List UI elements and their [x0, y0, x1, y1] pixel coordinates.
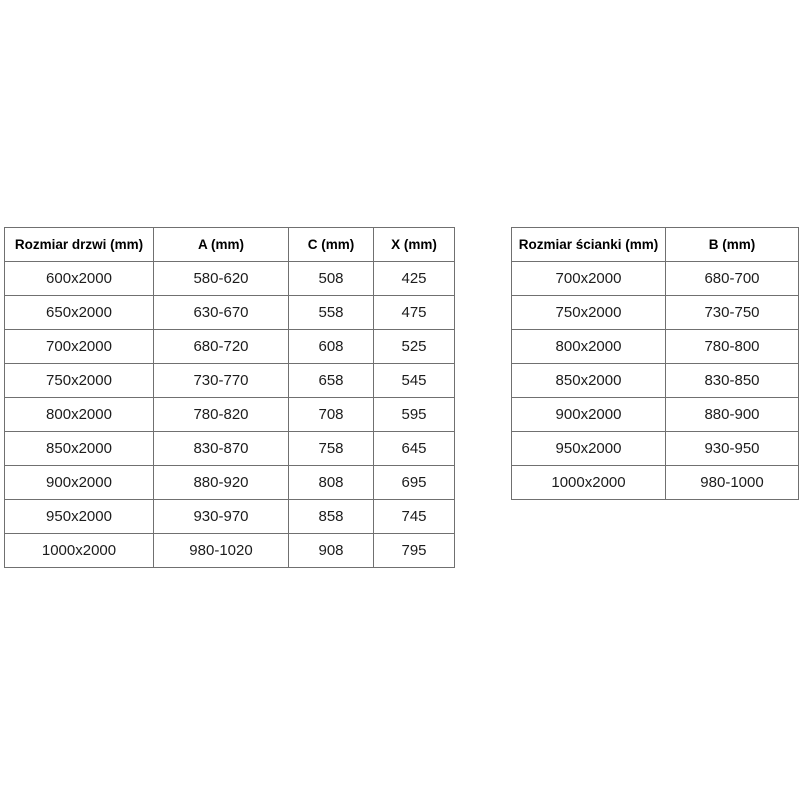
table-cell: 850x2000 [512, 364, 666, 398]
table-cell: 595 [374, 398, 455, 432]
table-row [5, 398, 455, 432]
table-cell: 545 [374, 364, 455, 398]
table-cell: 930-950 [666, 432, 799, 466]
table-cell: 680-720 [154, 330, 289, 364]
table-cell: 695 [374, 466, 455, 500]
column-header: C (mm) [289, 228, 374, 262]
table-cell: 700x2000 [5, 330, 154, 364]
table-cell: 780-820 [154, 398, 289, 432]
table-row [512, 432, 799, 466]
table-cell: 745 [374, 500, 455, 534]
table-cell: 425 [374, 262, 455, 296]
table-row [5, 500, 455, 534]
table-cell: 650x2000 [5, 296, 154, 330]
door-sizes-table [4, 227, 455, 568]
table-cell: 525 [374, 330, 455, 364]
wall-sizes-table [511, 227, 799, 500]
table-row [5, 534, 455, 568]
table-row [5, 262, 455, 296]
table-cell: 795 [374, 534, 455, 568]
table-cell: 600x2000 [5, 262, 154, 296]
table-row [512, 330, 799, 364]
table-row [512, 296, 799, 330]
table-cell: 558 [289, 296, 374, 330]
table-cell: 580-620 [154, 262, 289, 296]
table-cell: 708 [289, 398, 374, 432]
table-cell: 700x2000 [512, 262, 666, 296]
table-cell: 880-920 [154, 466, 289, 500]
table-row [5, 432, 455, 466]
table-row [5, 364, 455, 398]
column-header: X (mm) [374, 228, 455, 262]
table-row [5, 296, 455, 330]
table-cell: 608 [289, 330, 374, 364]
table-cell: 645 [374, 432, 455, 466]
table-header-row [512, 228, 799, 262]
table-cell: 780-800 [666, 330, 799, 364]
table-cell: 800x2000 [512, 330, 666, 364]
table-cell: 830-850 [666, 364, 799, 398]
table-row [512, 364, 799, 398]
table-cell: 950x2000 [512, 432, 666, 466]
table-cell: 658 [289, 364, 374, 398]
table-cell: 950x2000 [5, 500, 154, 534]
table-cell: 730-750 [666, 296, 799, 330]
table-cell: 630-670 [154, 296, 289, 330]
table-cell: 475 [374, 296, 455, 330]
table-header-row [5, 228, 455, 262]
table-cell: 900x2000 [512, 398, 666, 432]
table-row [512, 466, 799, 500]
table-cell: 858 [289, 500, 374, 534]
table-cell: 508 [289, 262, 374, 296]
table-cell: 750x2000 [512, 296, 666, 330]
column-header: Rozmiar drzwi (mm) [5, 228, 154, 262]
column-header: A (mm) [154, 228, 289, 262]
table-row [5, 466, 455, 500]
table-cell: 750x2000 [5, 364, 154, 398]
table-cell: 1000x2000 [5, 534, 154, 568]
table-row [512, 398, 799, 432]
table-cell: 900x2000 [5, 466, 154, 500]
table-cell: 680-700 [666, 262, 799, 296]
table-row [5, 330, 455, 364]
table-cell: 980-1020 [154, 534, 289, 568]
column-header: Rozmiar ścianki (mm) [512, 228, 666, 262]
table-row [512, 262, 799, 296]
table-cell: 980-1000 [666, 466, 799, 500]
table-cell: 850x2000 [5, 432, 154, 466]
table-cell: 730-770 [154, 364, 289, 398]
table-cell: 830-870 [154, 432, 289, 466]
column-header: B (mm) [666, 228, 799, 262]
table-cell: 880-900 [666, 398, 799, 432]
table-cell: 808 [289, 466, 374, 500]
table-cell: 908 [289, 534, 374, 568]
table-cell: 930-970 [154, 500, 289, 534]
table-cell: 800x2000 [5, 398, 154, 432]
table-cell: 1000x2000 [512, 466, 666, 500]
table-cell: 758 [289, 432, 374, 466]
